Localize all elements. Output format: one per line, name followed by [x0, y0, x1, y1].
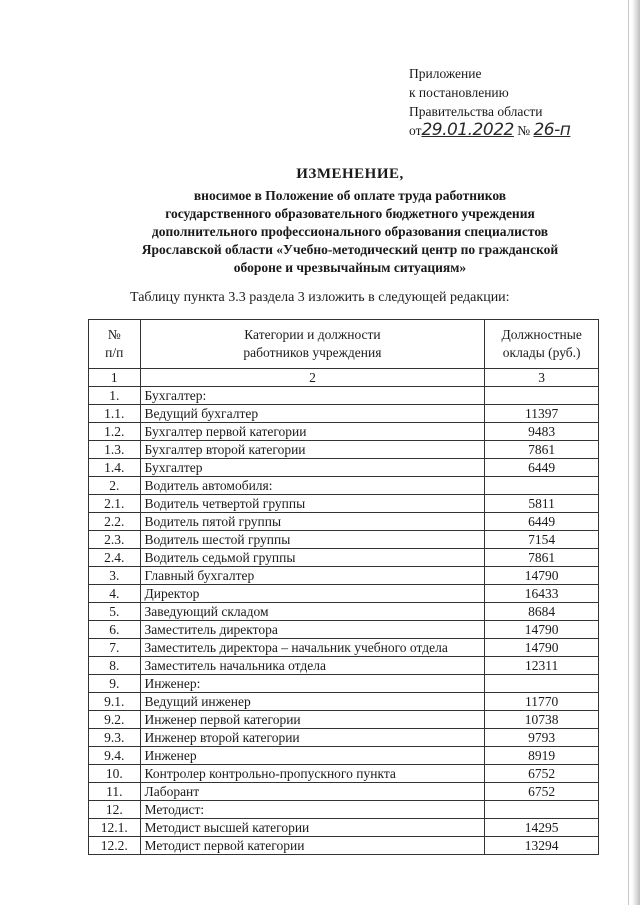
- row-salary: 11397: [485, 405, 599, 423]
- row-salary: 9483: [485, 423, 599, 441]
- row-salary: 8684: [485, 603, 599, 621]
- heading-line: обороне и чрезвычайным ситуациям»: [233, 260, 467, 275]
- row-salary: 9793: [485, 729, 599, 747]
- row-salary: [485, 387, 599, 405]
- header-number-line-2: п/п: [105, 345, 124, 360]
- row-number: 9.3.: [89, 729, 141, 747]
- row-number: 3.: [89, 567, 141, 585]
- table-row: [89, 657, 599, 675]
- row-salary: 10738: [485, 711, 599, 729]
- row-position-name: Водитель автомобиля:: [140, 477, 485, 495]
- table-row: [89, 441, 599, 459]
- row-number: 9.2.: [89, 711, 141, 729]
- appendix-line-1: Приложение: [409, 66, 482, 81]
- table-row: [89, 639, 599, 657]
- row-number: 8.: [89, 657, 141, 675]
- header-salary-line-2: оклады (руб.): [502, 345, 581, 360]
- row-position-name: Инженер: [140, 747, 485, 765]
- row-position-name: Инженер:: [140, 675, 485, 693]
- handwritten-date: 29.01.2022: [421, 120, 514, 140]
- row-number: 2.3.: [89, 531, 141, 549]
- row-number: 1.1.: [89, 405, 141, 423]
- row-number: 1.4.: [89, 459, 141, 477]
- row-number: 2.1.: [89, 495, 141, 513]
- row-salary: 14790: [485, 567, 599, 585]
- row-salary: [485, 477, 599, 495]
- row-number: 12.: [89, 801, 141, 819]
- table-row: [89, 459, 599, 477]
- table-row: [89, 747, 599, 765]
- row-position-name: Ведущий инженер: [140, 693, 485, 711]
- table-row: [89, 801, 599, 819]
- row-position-name: Водитель шестой группы: [140, 531, 485, 549]
- row-position-name: Водитель пятой группы: [140, 513, 485, 531]
- header-salary: [485, 320, 599, 369]
- row-salary: 6752: [485, 783, 599, 801]
- row-position-name: Водитель седьмой группы: [140, 549, 485, 567]
- row-salary: 6752: [485, 765, 599, 783]
- row-salary: 7861: [485, 441, 599, 459]
- row-position-name: Заместитель директора – начальник учебного отдела: [140, 639, 485, 657]
- row-position-name: Ведущий бухгалтер: [140, 405, 485, 423]
- row-number: 12.2.: [89, 837, 141, 855]
- row-position-name: Заместитель директора: [140, 621, 485, 639]
- heading-line: дополнительного профессионального образования специалистов: [151, 224, 549, 239]
- number-sign: №: [517, 123, 531, 138]
- document-heading: [60, 165, 640, 277]
- table-row: [89, 693, 599, 711]
- row-salary: 5811: [485, 495, 599, 513]
- row-salary: 12311: [485, 657, 599, 675]
- row-position-name: Методист первой категории: [140, 837, 485, 855]
- row-number: 2.4.: [89, 549, 141, 567]
- table-row: [89, 675, 599, 693]
- heading-title: ИЗМЕНЕНИЕ,: [296, 166, 404, 182]
- table-row: [89, 423, 599, 441]
- row-position-name: Заведующий складом: [140, 603, 485, 621]
- row-number: 9.: [89, 675, 141, 693]
- row-position-name: Бухгалтер: [140, 459, 485, 477]
- heading-line: вносимое в Положение об оплате труда работников: [193, 188, 507, 203]
- row-position-name: Инженер второй категории: [140, 729, 485, 747]
- row-position-name: Водитель четвертой группы: [140, 495, 485, 513]
- row-position-name: Методист высшей категории: [140, 819, 485, 837]
- row-number: 4.: [89, 585, 141, 603]
- row-salary: 11770: [485, 693, 599, 711]
- header-number-line-1: №: [107, 327, 121, 342]
- row-position-name: Директор: [140, 585, 485, 603]
- row-salary: 13294: [485, 837, 599, 855]
- row-salary: 6449: [485, 513, 599, 531]
- row-position-name: Бухгалтер первой категории: [140, 423, 485, 441]
- row-salary: 7154: [485, 531, 599, 549]
- row-number: 2.: [89, 477, 141, 495]
- table-row: [89, 405, 599, 423]
- table-row: [89, 819, 599, 837]
- row-salary: 14790: [485, 621, 599, 639]
- table-row: [89, 585, 599, 603]
- appendix-line-2: к постановлению: [409, 85, 509, 100]
- table-row: [89, 621, 599, 639]
- row-position-name: Лаборант: [140, 783, 485, 801]
- appendix-from-label: от: [409, 123, 422, 138]
- salary-table: [88, 319, 599, 855]
- table-row: [89, 531, 599, 549]
- row-number: 10.: [89, 765, 141, 783]
- row-position-name: Главный бухгалтер: [140, 567, 485, 585]
- row-salary: 6449: [485, 459, 599, 477]
- table-row: [89, 729, 599, 747]
- table-row: [89, 477, 599, 495]
- table-body: [89, 369, 599, 855]
- row-number: 2.2.: [89, 513, 141, 531]
- header-salary-line-1: Должностные: [501, 327, 582, 342]
- row-number: 7.: [89, 639, 141, 657]
- row-number: 6.: [89, 621, 141, 639]
- table-row: [89, 387, 599, 405]
- row-position-name: Контролер контрольно-пропускного пункта: [140, 765, 485, 783]
- heading-line: Ярославской области «Учебно-методический центр по гражданской: [141, 242, 559, 257]
- scan-edge-line: [628, 0, 629, 905]
- row-position-name: Заместитель начальника отдела: [140, 657, 485, 675]
- table-header-row: [89, 320, 599, 369]
- column-number: 3: [485, 369, 599, 387]
- appendix-line-3: Правительства области: [409, 104, 543, 119]
- row-position-name: Методист:: [140, 801, 485, 819]
- header-category: [140, 320, 485, 369]
- row-number: 1.3.: [89, 441, 141, 459]
- row-number: 9.4.: [89, 747, 141, 765]
- header-category-line-2: работников учреждения: [243, 345, 382, 360]
- table-row: [89, 783, 599, 801]
- row-salary: 14295: [485, 819, 599, 837]
- table-row: [89, 513, 599, 531]
- table-row: [89, 603, 599, 621]
- appendix-block: [409, 64, 570, 140]
- row-number: 1.2.: [89, 423, 141, 441]
- header-number: [89, 320, 141, 369]
- table-row: [89, 495, 599, 513]
- row-position-name: Бухгалтер второй категории: [140, 441, 485, 459]
- row-position-name: Бухгалтер:: [140, 387, 485, 405]
- row-number: 5.: [89, 603, 141, 621]
- row-number: 12.1.: [89, 819, 141, 837]
- row-salary: 7861: [485, 549, 599, 567]
- column-number-row: [89, 369, 599, 387]
- row-number: 1.: [89, 387, 141, 405]
- header-category-line-1: Категории и должности: [244, 327, 381, 342]
- row-number: 11.: [89, 783, 141, 801]
- row-salary: [485, 801, 599, 819]
- appendix-date-number: [409, 121, 570, 140]
- row-salary: 16433: [485, 585, 599, 603]
- row-salary: 14790: [485, 639, 599, 657]
- table-row: [89, 549, 599, 567]
- scan-edge-shadow: [632, 0, 640, 905]
- column-number: 1: [89, 369, 141, 387]
- row-salary: 8919: [485, 747, 599, 765]
- table-row: [89, 711, 599, 729]
- column-number: 2: [140, 369, 485, 387]
- table-row: [89, 567, 599, 585]
- table-row: [89, 765, 599, 783]
- handwritten-number: 26-п: [533, 120, 571, 140]
- heading-line: государственного образовательного бюджетного учреждения: [165, 206, 535, 221]
- row-position-name: Инженер первой категории: [140, 711, 485, 729]
- table-row: [89, 837, 599, 855]
- row-number: 9.1.: [89, 693, 141, 711]
- row-salary: [485, 675, 599, 693]
- intro-text: Таблицу пункта 3.3 раздела 3 изложить в следующей редакции:: [130, 290, 510, 305]
